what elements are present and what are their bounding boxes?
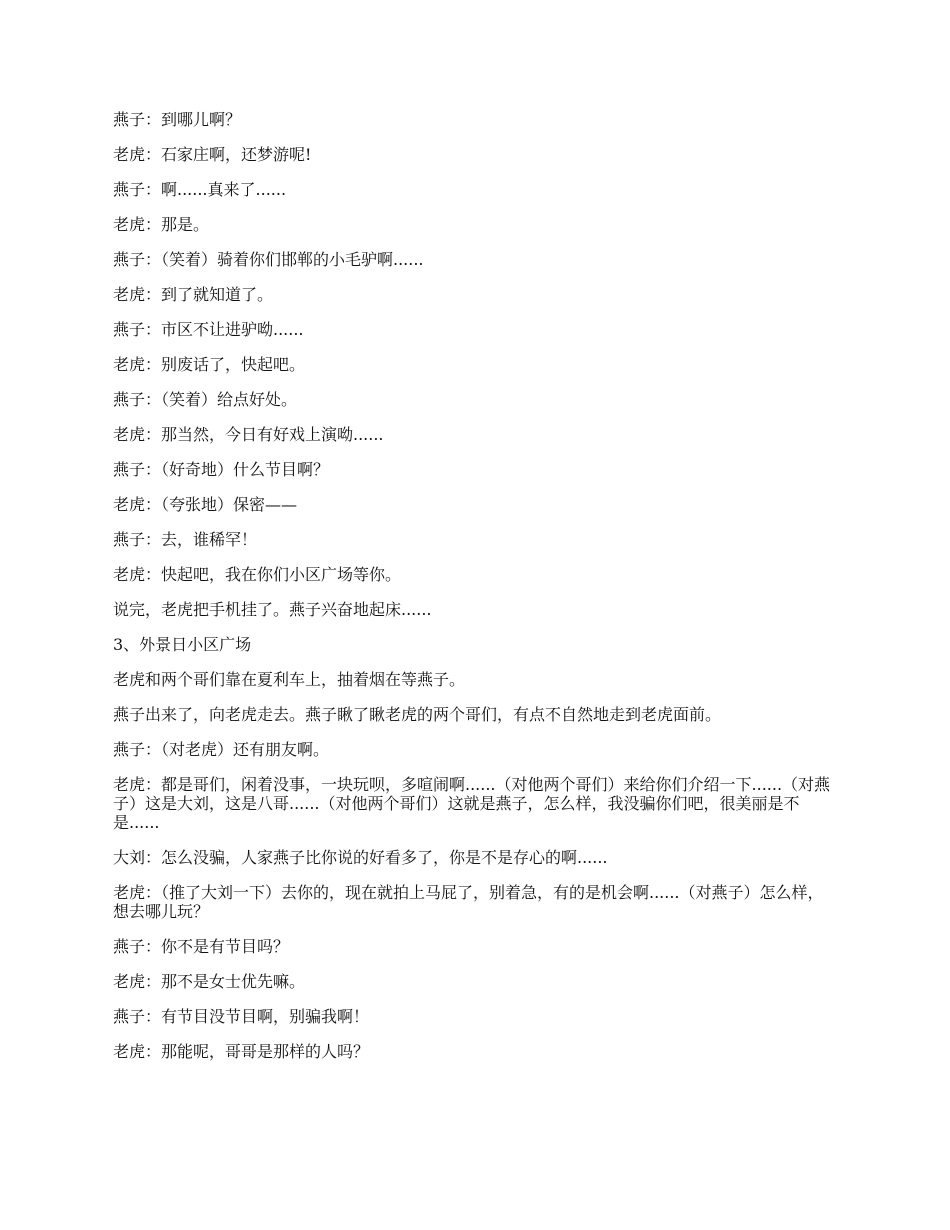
- paragraph-19: 燕子：（对老虎）还有朋友啊。: [113, 740, 330, 759]
- paragraph-6: 老虎：到了就知道了。: [113, 285, 274, 304]
- document-body: [113, 110, 835, 1077]
- scene-heading: 3、外景日小区广场: [113, 635, 252, 654]
- paragraph-10: 老虎：那当然，今日有好戏上演呦......: [113, 425, 384, 444]
- paragraph-2: 老虎：石家庄啊，还梦游呢!: [113, 145, 312, 164]
- paragraph-1: 燕子：到哪儿啊？: [113, 110, 242, 129]
- paragraph-26: 老虎：那能呢，哥哥是那样的人吗？: [113, 1042, 370, 1061]
- paragraph-7: 燕子：市区不让进驴呦......: [113, 320, 304, 339]
- paragraph-5: 燕子：（笑着）骑着你们邯郸的小毛驴啊......: [113, 250, 424, 269]
- paragraph-15: 说完，老虎把手机挂了。燕子兴奋地起床......: [113, 600, 432, 619]
- paragraph-17: 老虎和两个哥们靠在夏利车上，抽着烟在等燕子。: [113, 670, 466, 689]
- paragraph-4: 老虎：那是。: [113, 215, 210, 234]
- paragraph-22: 老虎：（推了大刘一下）去你的，现在就拍上马屁了，别着急，有的是机会啊......（对燕子）怎么样，想去哪儿玩？: [113, 883, 824, 921]
- paragraph-9: 燕子：（笑着）给点好处。: [113, 390, 298, 409]
- paragraph-21: 大刘：怎么没骗，人家燕子比你说的好看多了，你是不是存心的啊......: [113, 848, 608, 867]
- paragraph-3: 燕子：啊......真来了......: [113, 180, 287, 199]
- paragraph-13: 燕子：去，谁稀罕！: [113, 530, 258, 549]
- paragraph-8: 老虎：别废话了，快起吧。: [113, 355, 306, 374]
- paragraph-11: 燕子：（好奇地）什么节目啊？: [113, 460, 330, 479]
- paragraph-18: 燕子出来了，向老虎走去。燕子瞅了瞅老虎的两个哥们，有点不自然地走到老虎面前。: [113, 705, 722, 724]
- paragraph-14: 老虎：快起吧，我在你们小区广场等你。: [113, 565, 402, 584]
- paragraph-25: 燕子：有节目没节目啊，别骗我啊！: [113, 1007, 370, 1026]
- paragraph-12: 老虎：（夸张地）保密——: [113, 495, 298, 514]
- paragraph-23: 燕子：你不是有节目吗？: [113, 937, 290, 956]
- paragraph-20: 老虎：都是哥们，闲着没事，一块玩呗，多喧闹啊......（对他两个哥们）来给你们介绍一下......（对燕子）这是大刘，这是八哥......（对他两个哥们）这就是燕子，怎么样，我没骗你们吧，很美丽是不是......: [113, 775, 831, 832]
- paragraph-24: 老虎：那不是女士优先嘛。: [113, 972, 306, 991]
